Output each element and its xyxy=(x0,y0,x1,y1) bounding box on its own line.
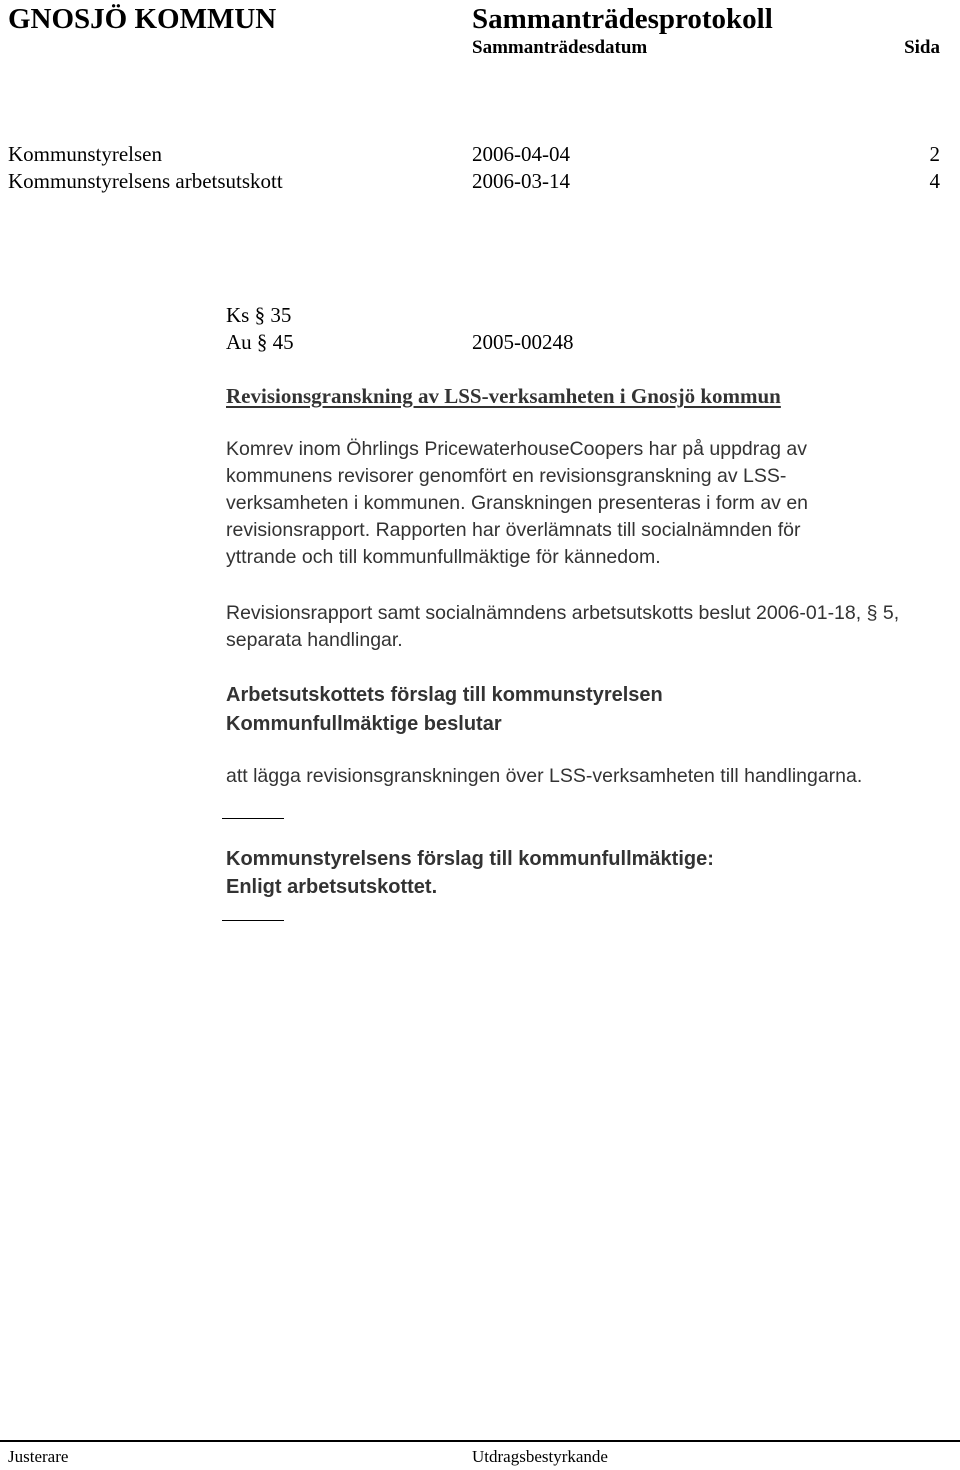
document-type: Sammanträdesprotokoll xyxy=(472,3,773,35)
body-paragraph-1: Komrev inom Öhrlings PricewaterhouseCoopers har på uppdrag av kommunens revisorer genomfört en revisionsgranskning av LSS-verksamheten i kommunen. Granskningen presenteras i form av en revisionsrapport. Rapporten har överlämnats till socialnämnden för yttrande och till kommunfullmäktige för kännedom. xyxy=(226,438,809,568)
organization-name: GNOSJÖ KOMMUN xyxy=(8,3,277,35)
page-label: Sida xyxy=(904,37,940,58)
ks-paragraph-ref: Ks § 35 xyxy=(226,303,292,327)
meeting-date: 2006-04-04 xyxy=(472,142,570,166)
case-number: 2005-00248 xyxy=(472,330,574,354)
footer-rule xyxy=(0,1440,960,1442)
board-proposal-text: Enligt arbetsutskottet. xyxy=(226,876,438,898)
footer-certification-label: Utdragsbestyrkande xyxy=(472,1447,608,1466)
body-paragraph-2: Revisionsrapport samt socialnämndens arbetsutskotts beslut 2006-01-18, § 5, separata handlingar. xyxy=(226,602,900,651)
board-proposal-heading: Kommunstyrelsens förslag till kommunfullmäktige: xyxy=(226,848,714,870)
footer-adjuster-label: Justerare xyxy=(8,1447,69,1466)
meeting-date: 2006-03-14 xyxy=(472,169,570,193)
item-title: Revisionsgranskning av LSS-verksamheten i Gnosjö kommun xyxy=(226,384,781,408)
meeting-body: Kommunstyrelsens arbetsutskott xyxy=(8,169,283,193)
meeting-page: 4 xyxy=(929,169,940,193)
separator-line xyxy=(222,818,284,819)
meeting-date-label: Sammanträdesdatum xyxy=(472,37,648,58)
separator-line xyxy=(222,920,284,921)
council-decides-heading: Kommunfullmäktige beslutar xyxy=(226,713,502,735)
au-paragraph-ref: Au § 45 xyxy=(226,330,294,354)
decision-text: att lägga revisionsgranskningen över LSS-verksamheten till handlingarna. xyxy=(226,765,863,787)
meeting-page: 2 xyxy=(929,142,940,166)
meeting-body: Kommunstyrelsen xyxy=(8,142,162,166)
committee-proposal-heading: Arbetsutskottets förslag till kommunstyrelsen xyxy=(226,684,663,706)
